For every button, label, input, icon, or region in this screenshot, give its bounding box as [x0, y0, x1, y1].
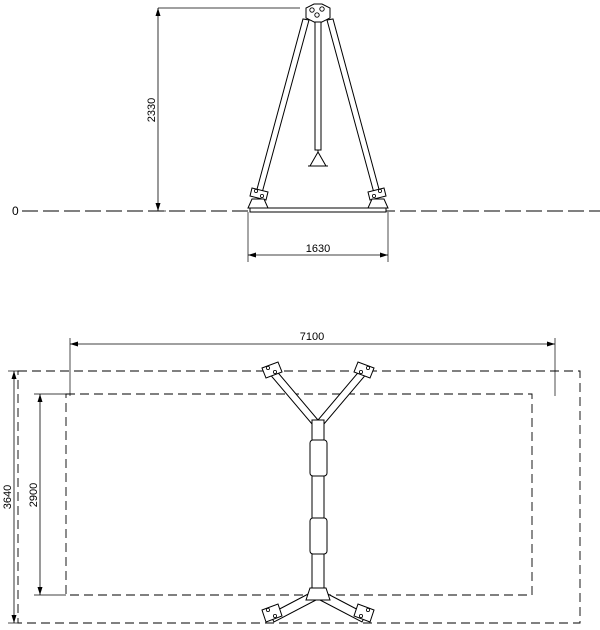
- dimension-base-width-1630: [248, 212, 388, 262]
- dimension-base-width-label: 1630: [305, 243, 331, 255]
- working-envelope-inner: [66, 394, 532, 595]
- dimension-inner-depth-label: 2900: [28, 482, 40, 508]
- dimension-height-2330: [146, 8, 300, 211]
- dimension-overall-width-label: 7100: [299, 331, 325, 343]
- plan-center-column: [310, 420, 327, 598]
- dimension-overall-depth-label: 3640: [2, 484, 14, 510]
- ground-zero-label: 0: [12, 204, 19, 218]
- rear-leg: [315, 22, 321, 150]
- plan-base-hub: [306, 588, 330, 600]
- hoist-hook: [308, 150, 328, 166]
- dimension-inner-depth-2900: [28, 394, 66, 595]
- tripod-head-assembly: [306, 4, 330, 24]
- dimension-overall-width-7100: [70, 331, 555, 396]
- front-elevation-view: [12, 4, 600, 262]
- plan-view: [2, 331, 580, 623]
- right-leg: [327, 19, 388, 208]
- dimension-height-label: 2330: [146, 97, 158, 123]
- left-leg: [248, 19, 309, 208]
- ground-plate: [250, 208, 386, 212]
- dimension-overall-depth-3640: [2, 371, 20, 623]
